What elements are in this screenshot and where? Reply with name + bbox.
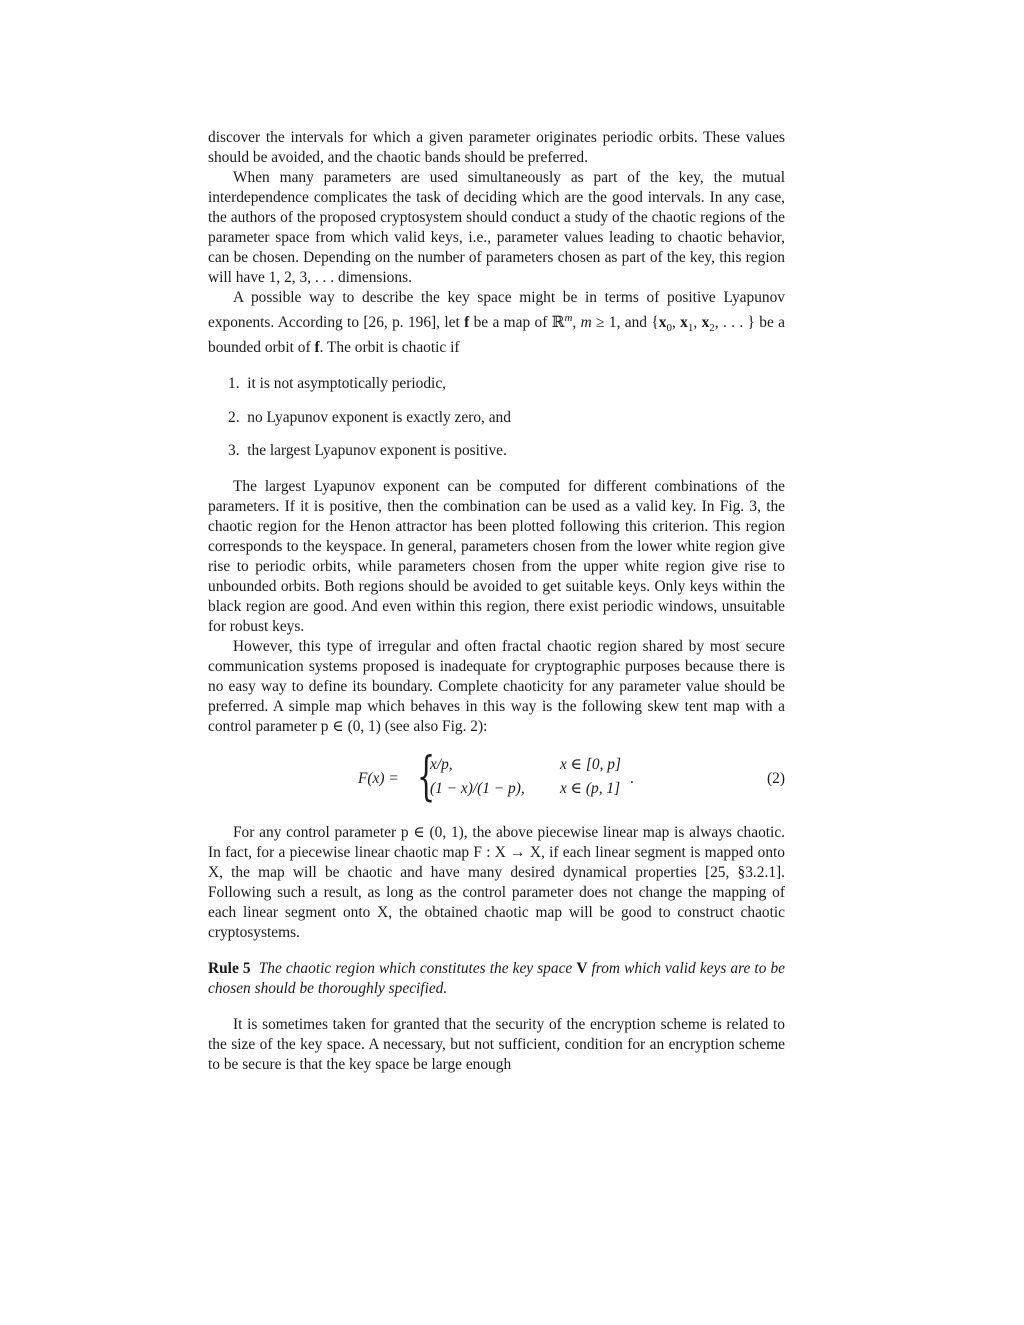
paragraph-1: discover the intervals for which a given parameter originates periodic orbits. These values should be avoided, and the chaotic bands should be preferred.	[208, 129, 785, 166]
list-number: 2.	[228, 408, 240, 426]
superscript-m: m	[564, 312, 573, 324]
rule-text: from which valid keys are to be chosen should be thoroughly specified.	[208, 960, 785, 998]
equation-brace: {	[417, 747, 436, 808]
rule-bold-v: V	[576, 960, 588, 978]
equation-case-1: x/p,	[430, 756, 453, 774]
equation-condition-1: x ∈ [0, p]	[560, 756, 621, 774]
list-text: the largest Lyapunov exponent is positive.	[247, 442, 507, 460]
list-number: 3.	[228, 442, 240, 460]
paragraph-3: A possible way to describe the key space might be in terms of positive Lyapunov exponents. According to [26, p. 196], let f be a map of ℝ$^m$, m ≥ 1, and {$x_0$, $x_1$, $x_2$, . . . } be a bounded orbit of f. The orbit is chaotic if	[208, 289, 785, 357]
bold-f: f	[464, 314, 470, 332]
rule-heading: Rule 5	[208, 960, 251, 978]
list-text: it is not asymptotically periodic,	[247, 375, 447, 393]
rule-text: The chaotic region which constitutes the key space	[258, 960, 577, 978]
text-run: ,	[572, 314, 581, 332]
equation-2	[208, 747, 785, 808]
bold-x2: x	[701, 314, 710, 332]
paper-page	[208, 128, 785, 1075]
equation-condition-2: x ∈ (p, 1]	[560, 780, 621, 798]
list-text: no Lyapunov exponent is exactly zero, and	[247, 408, 511, 426]
bold-f: f	[314, 339, 320, 357]
list-item	[228, 408, 785, 428]
equation-case-2: (1 − x)/(1 − p),	[430, 780, 525, 798]
subscript-1: 1	[687, 322, 694, 335]
rule-body	[208, 960, 785, 997]
subscript-2: 2	[709, 322, 715, 335]
equation-number: (2)	[767, 770, 785, 788]
subscript-0: 0	[666, 322, 672, 335]
list-number: 1.	[228, 375, 240, 393]
equation-period: .	[630, 770, 634, 788]
text-run: A possible way to describe the key space might be in terms of positive Lyapunov exponents. According to [26, p. 196], let	[208, 289, 785, 332]
list-item	[228, 441, 785, 461]
text-run: be a map of ℝ	[469, 314, 565, 332]
text-run: ≥ 1, and {	[591, 314, 659, 332]
chaos-conditions-list	[208, 374, 785, 461]
paragraph-4: The largest Lyapunov exponent can be computed for different combinations of the parameters. If it is positive, then the combination can be used as a valid key. In Fig. 3, the chaotic region for the Henon attractor has been plotted following this criterion. This region corresponds to the keyspace. In general, parameters chosen from the lower white region give rise to periodic orbits, while parameters chosen from the upper white region give rise to unbounded orbits. Both regions should be avoided to get suitable keys. Only keys within the black region are good. And even within this region, there exist periodic windows, unsuitable for robust keys.	[208, 478, 785, 636]
paragraph-7: It is sometimes taken for granted that the security of the encryption scheme is related to the size of the key space. A necessary, but not sufficient, condition for an encryption scheme to be secure is that the key space be large enough	[208, 1016, 785, 1074]
text-run: . The orbit is chaotic if	[319, 339, 460, 357]
equation-lhs: F(x) =	[358, 770, 399, 788]
paragraph-6: For any control parameter p ∈ (0, 1), the above piecewise linear map is always chaotic. In fact, for a piecewise linear chaotic map F : X → X, if each linear segment is mapped onto X, the map will be chaotic and have many desired dynamical properties [25, §3.2.1]. Following such a result, as long as the control parameter does not change the mapping of each linear segment onto X, the obtained chaotic map will be good to construct chaotic cryptosystems.	[208, 824, 785, 942]
bold-x0: x	[658, 314, 667, 332]
paragraph-5: However, this type of irregular and often fractal chaotic region shared by most secure communication systems proposed is inadequate for cryptographic purposes because there is no easy way to define its boundary. Complete chaoticity for any parameter value should be preferred. A simple map which behaves in this way is the following skew tent map with a control parameter p ∈ (0, 1) (see also Fig. 2):	[208, 638, 785, 736]
italic-m: m	[580, 314, 592, 332]
list-item	[228, 374, 785, 394]
paragraph-2: When many parameters are used simultaneously as part of the key, the mutual interdependence complicates the task of deciding which are the good intervals. In any case, the authors of the proposed cryptosystem should conduct a study of the chaotic regions of the parameter space from which valid keys, i.e., parameter values leading to chaotic behavior, can be chosen. Depending on the number of parameters chosen as part of the key, this region will have 1, 2, 3, . . . dimensions.	[208, 169, 785, 286]
bold-x1: x	[680, 314, 688, 332]
text-run: , . . . } be a bounded orbit of	[208, 314, 785, 357]
rule-5	[208, 959, 785, 999]
